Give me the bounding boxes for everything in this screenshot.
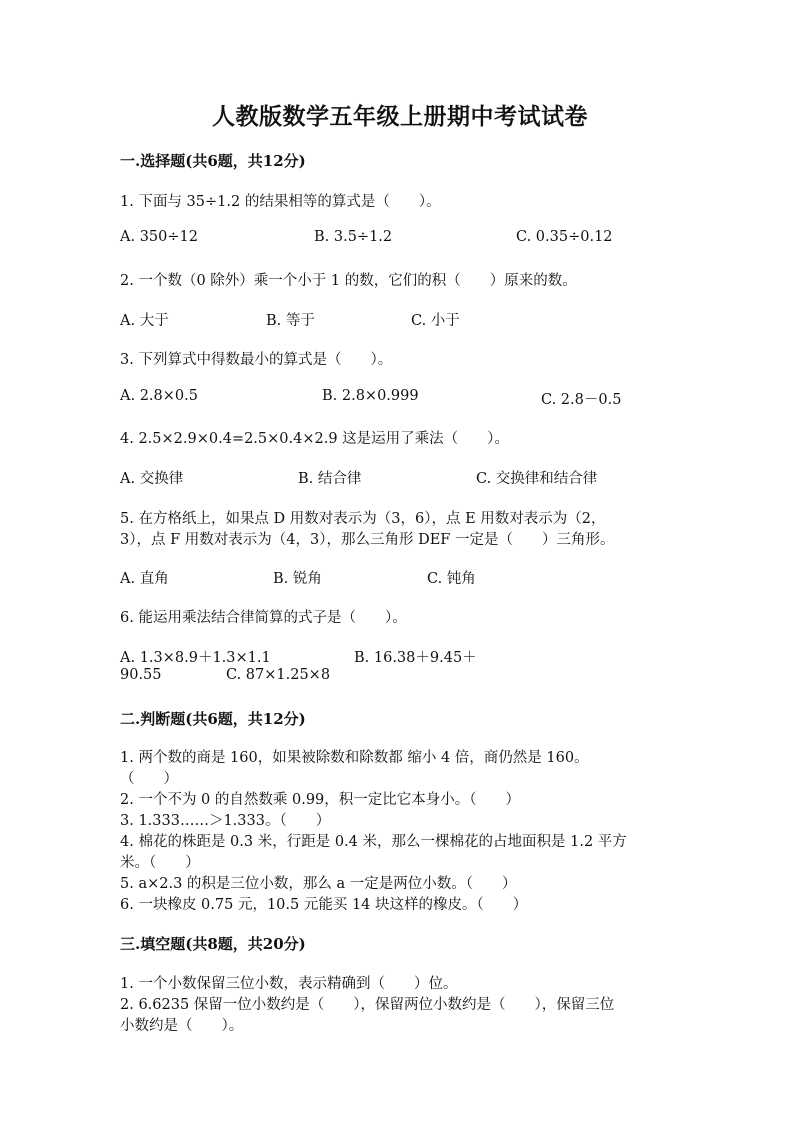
judge-line: 3. 1.333……＞1.333。（ ） bbox=[120, 813, 331, 829]
section-heading-choice: 一.选择题(共6题，共12分) bbox=[120, 152, 306, 170]
question-stem: 1. 下面与 35÷1.2 的结果相等的算式是（ ）。 bbox=[120, 194, 441, 210]
option-c: C. 交换律和结合律 bbox=[476, 471, 598, 487]
fill-line: 1. 一个小数保留三位小数，表示精确到（ ）位。 bbox=[120, 976, 458, 992]
question-stem: 2. 一个数（0 除外）乘一个小于 1 的数，它们的积（ ）原来的数。 bbox=[120, 273, 577, 289]
option-a: A. 350÷12 bbox=[120, 229, 198, 245]
option-c: C. 87×1.25×8 bbox=[226, 667, 331, 683]
page-title: 人教版数学五年级上册期中考试试卷 bbox=[212, 103, 588, 130]
option-b-continued: 90.55 bbox=[120, 667, 162, 683]
section-heading-fill: 三.填空题(共8题，共20分) bbox=[120, 935, 306, 953]
option-c: C. 2.8－0.5 bbox=[541, 392, 622, 408]
section-heading-judge: 二.判断题(共6题，共12分) bbox=[120, 710, 306, 728]
option-b: B. 结合律 bbox=[298, 471, 362, 487]
judge-line: （ ） bbox=[120, 771, 178, 787]
question-stem: 6. 能运用乘法结合律简算的式子是（ ）。 bbox=[120, 610, 407, 626]
option-a: A. 大于 bbox=[120, 313, 169, 329]
option-c: C. 0.35÷0.12 bbox=[516, 229, 613, 245]
option-b: B. 锐角 bbox=[273, 571, 322, 587]
fill-line: 小数约是（ ）。 bbox=[120, 1018, 244, 1034]
question-stem-line: 5. 在方格纸上，如果点 D 用数对表示为（3，6），点 E 用数对表示为（2， bbox=[120, 511, 606, 527]
option-b: B. 等于 bbox=[266, 313, 315, 329]
judge-line: 5. a×2.3 的积是三位小数，那么 a 一定是两位小数。（ ） bbox=[120, 876, 517, 892]
option-a: A. 2.8×0.5 bbox=[120, 388, 198, 404]
option-b: B. 2.8×0.999 bbox=[322, 388, 419, 404]
option-c: C. 小于 bbox=[411, 313, 460, 329]
option-a: A. 交换律 bbox=[120, 471, 184, 487]
judge-line: 6. 一块橡皮 0.75 元，10.5 元能买 14 块这样的橡皮。（ ） bbox=[120, 897, 528, 913]
option-c: C. 钝角 bbox=[427, 571, 476, 587]
fill-line: 2. 6.6235 保留一位小数约是（ ），保留两位小数约是（ ），保留三位 bbox=[120, 997, 615, 1013]
option-a: A. 1.3×8.9＋1.3×1.1 bbox=[120, 650, 271, 666]
judge-line: 4. 棉花的株距是 0.3 米，行距是 0.4 米，那么一棵棉花的占地面积是 1.2 平方 bbox=[120, 834, 627, 850]
judge-line: 1. 两个数的商是 160，如果被除数和除数都 缩小 4 倍，商仍然是 160。 bbox=[120, 750, 589, 766]
question-stem-line: 3），点 F 用数对表示为（4，3），那么三角形 DEF 一定是（ ）三角形。 bbox=[120, 532, 615, 548]
judge-line: 米。（ ） bbox=[120, 855, 200, 871]
judge-line: 2. 一个不为 0 的自然数乘 0.99，积一定比它本身小。（ ） bbox=[120, 792, 521, 808]
question-stem: 4. 2.5×2.9×0.4=2.5×0.4×2.9 这是运用了乘法（ ）。 bbox=[120, 431, 509, 447]
option-b: B. 3.5÷1.2 bbox=[314, 229, 393, 245]
option-a: A. 直角 bbox=[120, 571, 169, 587]
question-stem: 3. 下列算式中得数最小的算式是（ ）。 bbox=[120, 352, 393, 368]
option-b: B. 16.38＋9.45＋ bbox=[354, 650, 477, 666]
